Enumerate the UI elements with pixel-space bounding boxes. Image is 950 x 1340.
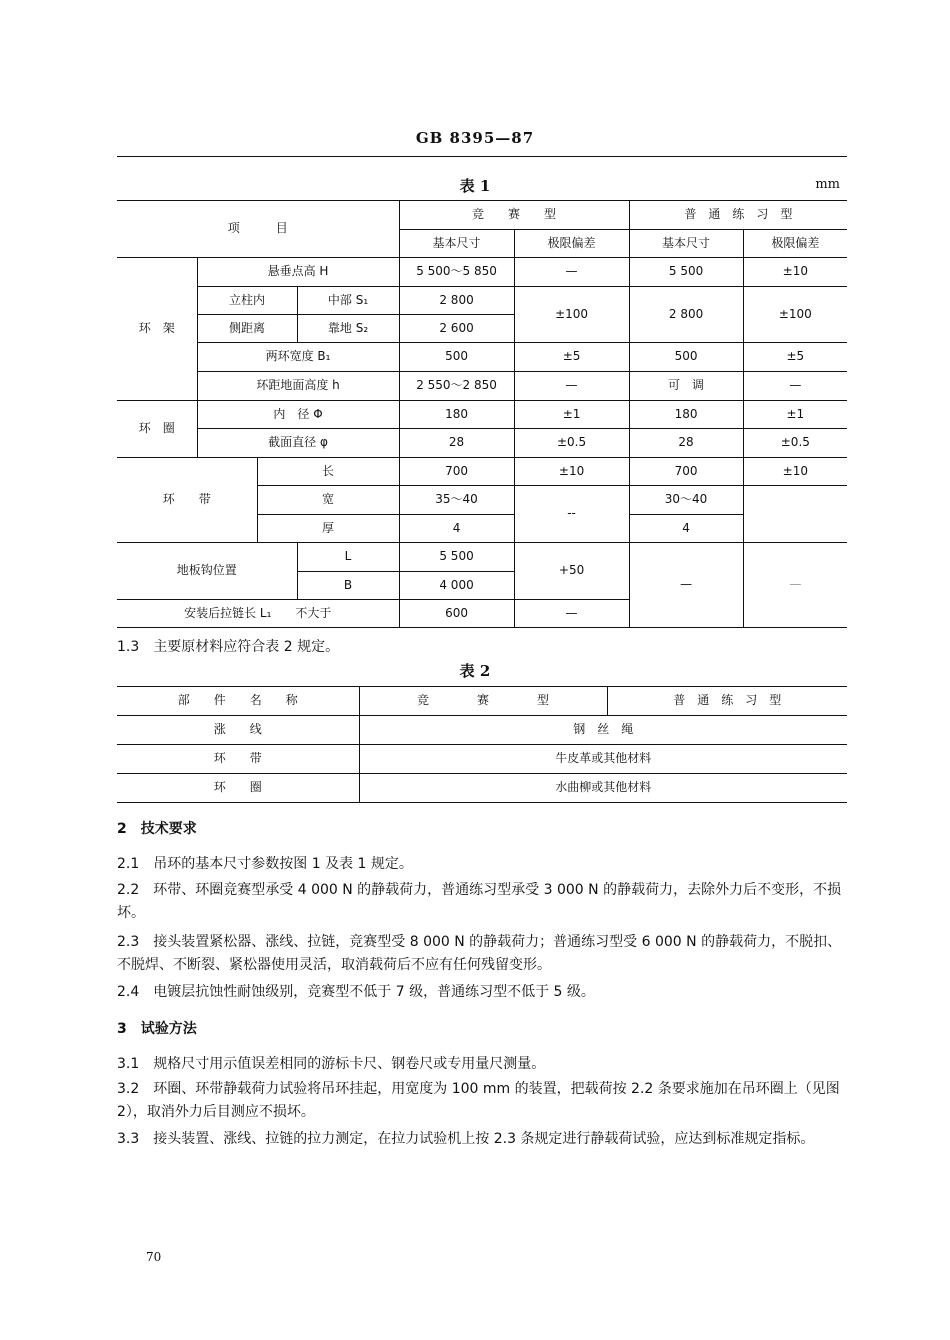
table-cell: 500 — [399, 343, 514, 372]
header-competition: 竞 赛 型 — [359, 687, 607, 716]
clause-2-1: 2.1 吊环的基本尺寸参数按图 1 及表 1 规定。 — [117, 856, 413, 872]
table-cell: ±0.5 — [743, 429, 847, 458]
header-basic-size: 基本尺寸 — [399, 230, 514, 258]
clause-2-2: 2.2 环带、环圈竞赛型承受 4 000 N 的静载荷力，普通练习型承受 3 000 N 的静载荷力，去除外力后不变形，不损坏。 — [117, 882, 842, 921]
table-cell: — — [514, 600, 629, 628]
row-label: L — [297, 543, 399, 572]
table-cell: 2 600 — [399, 315, 514, 343]
table-cell: 28 — [629, 429, 743, 458]
table-cell: ±0.5 — [514, 429, 629, 458]
table-cell: 180 — [399, 401, 514, 429]
row-label: 宽 — [257, 486, 399, 515]
material: 牛皮革或其他材料 — [359, 745, 847, 774]
material: 水曲柳或其他材料 — [359, 774, 847, 803]
table-cell: — — [743, 372, 847, 401]
part-name: 涨 线 — [117, 716, 359, 745]
table-cell: 180 — [629, 401, 743, 429]
table-cell: -- — [514, 486, 629, 543]
table-cell: 4 000 — [399, 572, 514, 600]
table1 — [117, 200, 847, 628]
table1-title: 表 1 — [459, 177, 491, 195]
table-cell: — — [629, 543, 743, 628]
row-label: 环距地面高度 h — [197, 372, 399, 401]
row-label: 侧距离 — [197, 315, 297, 343]
table-cell: 35～40 — [399, 486, 514, 515]
header-rule — [117, 156, 847, 157]
clause-3-2: 3.2 环圈、环带静载荷力试验将吊环挂起，用宽度为 100 mm 的装置，把载荷按 2.2 条要求施加在吊环圈上（见图 2），取消外力后目测应不损坏。 — [117, 1081, 840, 1120]
table-cell: 5 500～5 850 — [399, 258, 514, 287]
clause-3-3: 3.3 接头装置、涨线、拉链的拉力测定，在拉力试验机上按 2.3 条规定进行静载荷试验，应达到标准规定指标。 — [117, 1131, 815, 1147]
row-label: 厚 — [257, 515, 399, 543]
table2-title: 表 2 — [459, 662, 491, 680]
group-ring: 环 圈 — [117, 401, 197, 458]
table-cell: 可 调 — [629, 372, 743, 401]
group-hook: 地板钩位置 — [117, 543, 297, 600]
table-cell: ±100 — [514, 287, 629, 343]
table-cell: 5 500 — [629, 258, 743, 287]
material: 钢 丝 绳 — [359, 716, 847, 745]
header-item: 项 目 — [117, 201, 399, 258]
table-cell: ±1 — [743, 401, 847, 429]
table2 — [117, 686, 847, 803]
group-strap: 环 带 — [117, 458, 257, 543]
table-cell: +50 — [514, 543, 629, 600]
table-cell: 2 800 — [629, 287, 743, 343]
table-cell: 700 — [399, 458, 514, 486]
header-practice: 普 通 练 习 型 — [607, 687, 847, 716]
header-basic-size: 基本尺寸 — [629, 230, 743, 258]
table-cell: ±10 — [514, 458, 629, 486]
header-tolerance: 极限偏差 — [743, 230, 847, 258]
clause-3-1: 3.1 规格尺寸用示值误差相同的游标卡尺、钢卷尺或专用量尺测量。 — [117, 1056, 546, 1072]
section-2-heading: 2 技术要求 — [117, 821, 197, 837]
part-name: 环 带 — [117, 745, 359, 774]
row-label: 两环宽度 B₁ — [197, 343, 399, 372]
page-number: 70 — [146, 1250, 162, 1264]
table-cell: 2 550～2 850 — [399, 372, 514, 401]
row-label: 中部 S₁ — [297, 287, 399, 315]
row-label: 截面直径 φ — [197, 429, 399, 458]
part-name: 环 圈 — [117, 774, 359, 803]
group-frame: 环 架 — [117, 258, 197, 401]
clause-1-3: 1.3 主要原材料应符合表 2 规定。 — [117, 639, 340, 655]
table-cell: 700 — [629, 458, 743, 486]
table-cell: — — [743, 543, 847, 628]
table-cell: ±10 — [743, 258, 847, 287]
header-tolerance: 极限偏差 — [514, 230, 629, 258]
table1-unit: mm — [815, 177, 840, 192]
row-label: 内 径 Φ — [197, 401, 399, 429]
document-code: GB 8395—87 — [415, 129, 535, 147]
table-cell: 5 500 — [399, 543, 514, 572]
table-cell: 4 — [399, 515, 514, 543]
row-label: 立柱内 — [197, 287, 297, 315]
table-cell: ±5 — [743, 343, 847, 372]
header-practice: 普 通 练 习 型 — [629, 201, 847, 230]
row-label: 安装后拉链长 L₁ 不大于 — [117, 600, 399, 628]
row-label: 靠地 S₂ — [297, 315, 399, 343]
section-3-heading: 3 试验方法 — [117, 1021, 197, 1037]
table-cell: 600 — [399, 600, 514, 628]
table-cell: ±10 — [743, 458, 847, 486]
row-label: 长 — [257, 458, 399, 486]
header-part-name: 部 件 名 称 — [117, 687, 359, 716]
table-cell: — — [514, 372, 629, 401]
table-cell: 4 — [629, 515, 743, 543]
row-label: B — [297, 572, 399, 600]
table-cell: 500 — [629, 343, 743, 372]
table-cell: ±100 — [743, 287, 847, 343]
clause-2-4: 2.4 电镀层抗蚀性耐蚀级别，竞赛型不低于 7 级，普通练习型不低于 5 级。 — [117, 984, 595, 1000]
clause-2-3: 2.3 接头装置紧松器、涨线、拉链，竞赛型受 8 000 N 的静载荷力；普通练习型受 6 000 N 的静载荷力，不脱扣、不脱焊、不断裂、紧松器使用灵活，取消载荷后不应有任何残留变形。 — [117, 934, 842, 973]
table-cell: 30～40 — [629, 486, 743, 515]
table-cell: — — [514, 258, 629, 287]
header-competition: 竞 赛 型 — [399, 201, 629, 230]
table-cell: 2 800 — [399, 287, 514, 315]
row-label: 悬垂点高 H — [197, 258, 399, 287]
table-cell: 28 — [399, 429, 514, 458]
table-cell: ±1 — [514, 401, 629, 429]
table-cell-empty — [743, 486, 847, 543]
table-cell: ±5 — [514, 343, 629, 372]
